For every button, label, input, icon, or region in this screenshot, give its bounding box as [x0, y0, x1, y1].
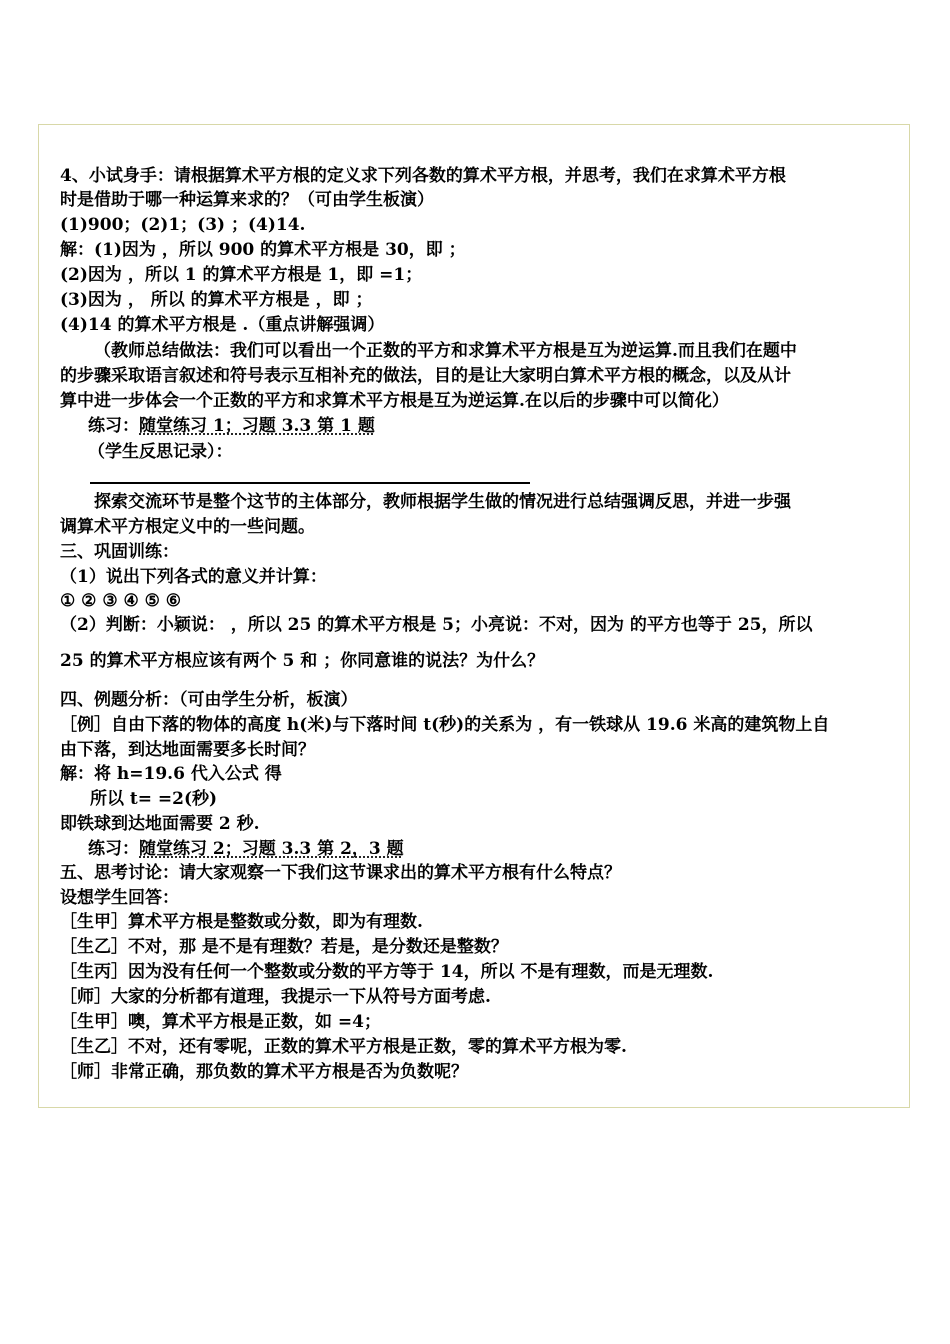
exercise-4-intro: 4、小试身手：请根据算术平方根的定义求下列各数的算术平方根，并思考，我们在求算术平方根 [60, 166, 786, 186]
training-2-cont: 25 的算术平方根应该有两个 5 和 ；你同意谁的说法？为什么？ [60, 651, 545, 671]
example-problem: ［例］自由下落的物体的高度 h(米)与下落时间 t(秒)的关系为 ，有一铁球从 19.6 米高的建筑物上自 [60, 715, 830, 735]
reflection-answer-line [90, 482, 530, 484]
practice-2-label: 练习： [88, 839, 139, 859]
dialogue-line-4: ［师］大家的分析都有道理，我提示一下从符号方面考虑. [60, 987, 491, 1007]
section-5-heading: 五、思考讨论：请大家观察一下我们这节课求出的算术平方根有什么特点？ [60, 863, 621, 883]
teacher-summary-cont-2: 算中进一步体会一个正数的平方和求算术平方根是互为逆运算.在以后的步骤中可以简化） [60, 391, 729, 411]
teacher-summary: （教师总结做法：我们可以看出一个正数的平方和求算术平方根是互为逆运算.而且我们在题中 [94, 341, 797, 361]
practice-2-link[interactable]: 随堂练习 2；习题 3.3 第 2，3 题 [139, 839, 404, 859]
solution-4: (4)14 的算术平方根是 .（重点讲解强调） [60, 315, 385, 335]
dialogue-line-6: ［生乙］不对，还有零呢，正数的算术平方根是正数，零的算术平方根为零. [60, 1037, 627, 1057]
training-1: （1）说出下列各式的意义并计算： [60, 567, 327, 587]
solution-1: 解：(1)因为 ，所以 900 的算术平方根是 30，即 ； [60, 240, 466, 260]
training-1-items: ① ② ③ ④ ⑤ ⑥ [60, 591, 182, 611]
example-solution-step: 所以 t= =2(秒) [90, 789, 218, 809]
section-3-heading: 三、巩固训练： [60, 542, 179, 562]
example-problem-cont: 由下落，到达地面需要多长时间？ [60, 740, 315, 760]
student-answers-intro: 设想学生回答： [60, 888, 179, 908]
exercise-4-items: (1)900；(2)1；(3) ；(4)14. [60, 215, 306, 235]
dialogue-line-2: ［生乙］不对，那 是不是有理数？若是，是分数还是整数？ [60, 937, 508, 957]
dialogue-line-5: ［生甲］噢，算术平方根是正数，如 =4； [60, 1012, 381, 1032]
exercise-4-intro-cont: 时是借助于哪一种运算来求的？（可由学生板演） [60, 190, 434, 210]
practice-1 [88, 415, 923, 437]
exploration-paragraph-cont: 调算术平方根定义中的一些问题。 [60, 517, 315, 537]
practice-2 [88, 838, 923, 860]
solution-3: (3)因为 ， 所以 的算术平方根是 ，即 ； [60, 290, 373, 310]
section-4-heading: 四、例题分析：（可由学生分析，板演） [60, 690, 358, 710]
training-2: （2）判断：小颖说： ，所以 25 的算术平方根是 5；小亮说：不对，因为 的平方也等于 25，所以 [60, 615, 813, 635]
dialogue-line-3: ［生丙］因为没有任何一个整数或分数的平方等于 14，所以 不是有理数，而是无理数. [60, 962, 714, 982]
teacher-summary-cont: 的步骤采取语言叙述和符号表示互相补充的做法，目的是让大家明白算术平方根的概念，以及从计 [60, 366, 791, 386]
exploration-paragraph: 探索交流环节是整个这节的主体部分，教师根据学生做的情况进行总结强调反思，并进一步强 [94, 492, 791, 512]
dialogue-line-1: ［生甲］算术平方根是整数或分数，即为有理数. [60, 912, 423, 932]
practice-1-label: 练习： [88, 416, 139, 436]
example-conclusion: 即铁球到达地面需要 2 秒. [60, 814, 260, 834]
dialogue-line-7: ［师］非常正确，那负数的算术平方根是否为负数呢？ [60, 1062, 468, 1082]
example-solution: 解：将 h=19.6 代入公式 得 [60, 764, 282, 784]
student-reflection-label: （学生反思记录）： [88, 442, 233, 462]
solution-2: (2)因为 ，所以 1 的算术平方根是 1，即 =1； [60, 265, 423, 285]
practice-1-link[interactable]: 随堂练习 1；习题 3.3 第 1 题 [139, 416, 375, 436]
